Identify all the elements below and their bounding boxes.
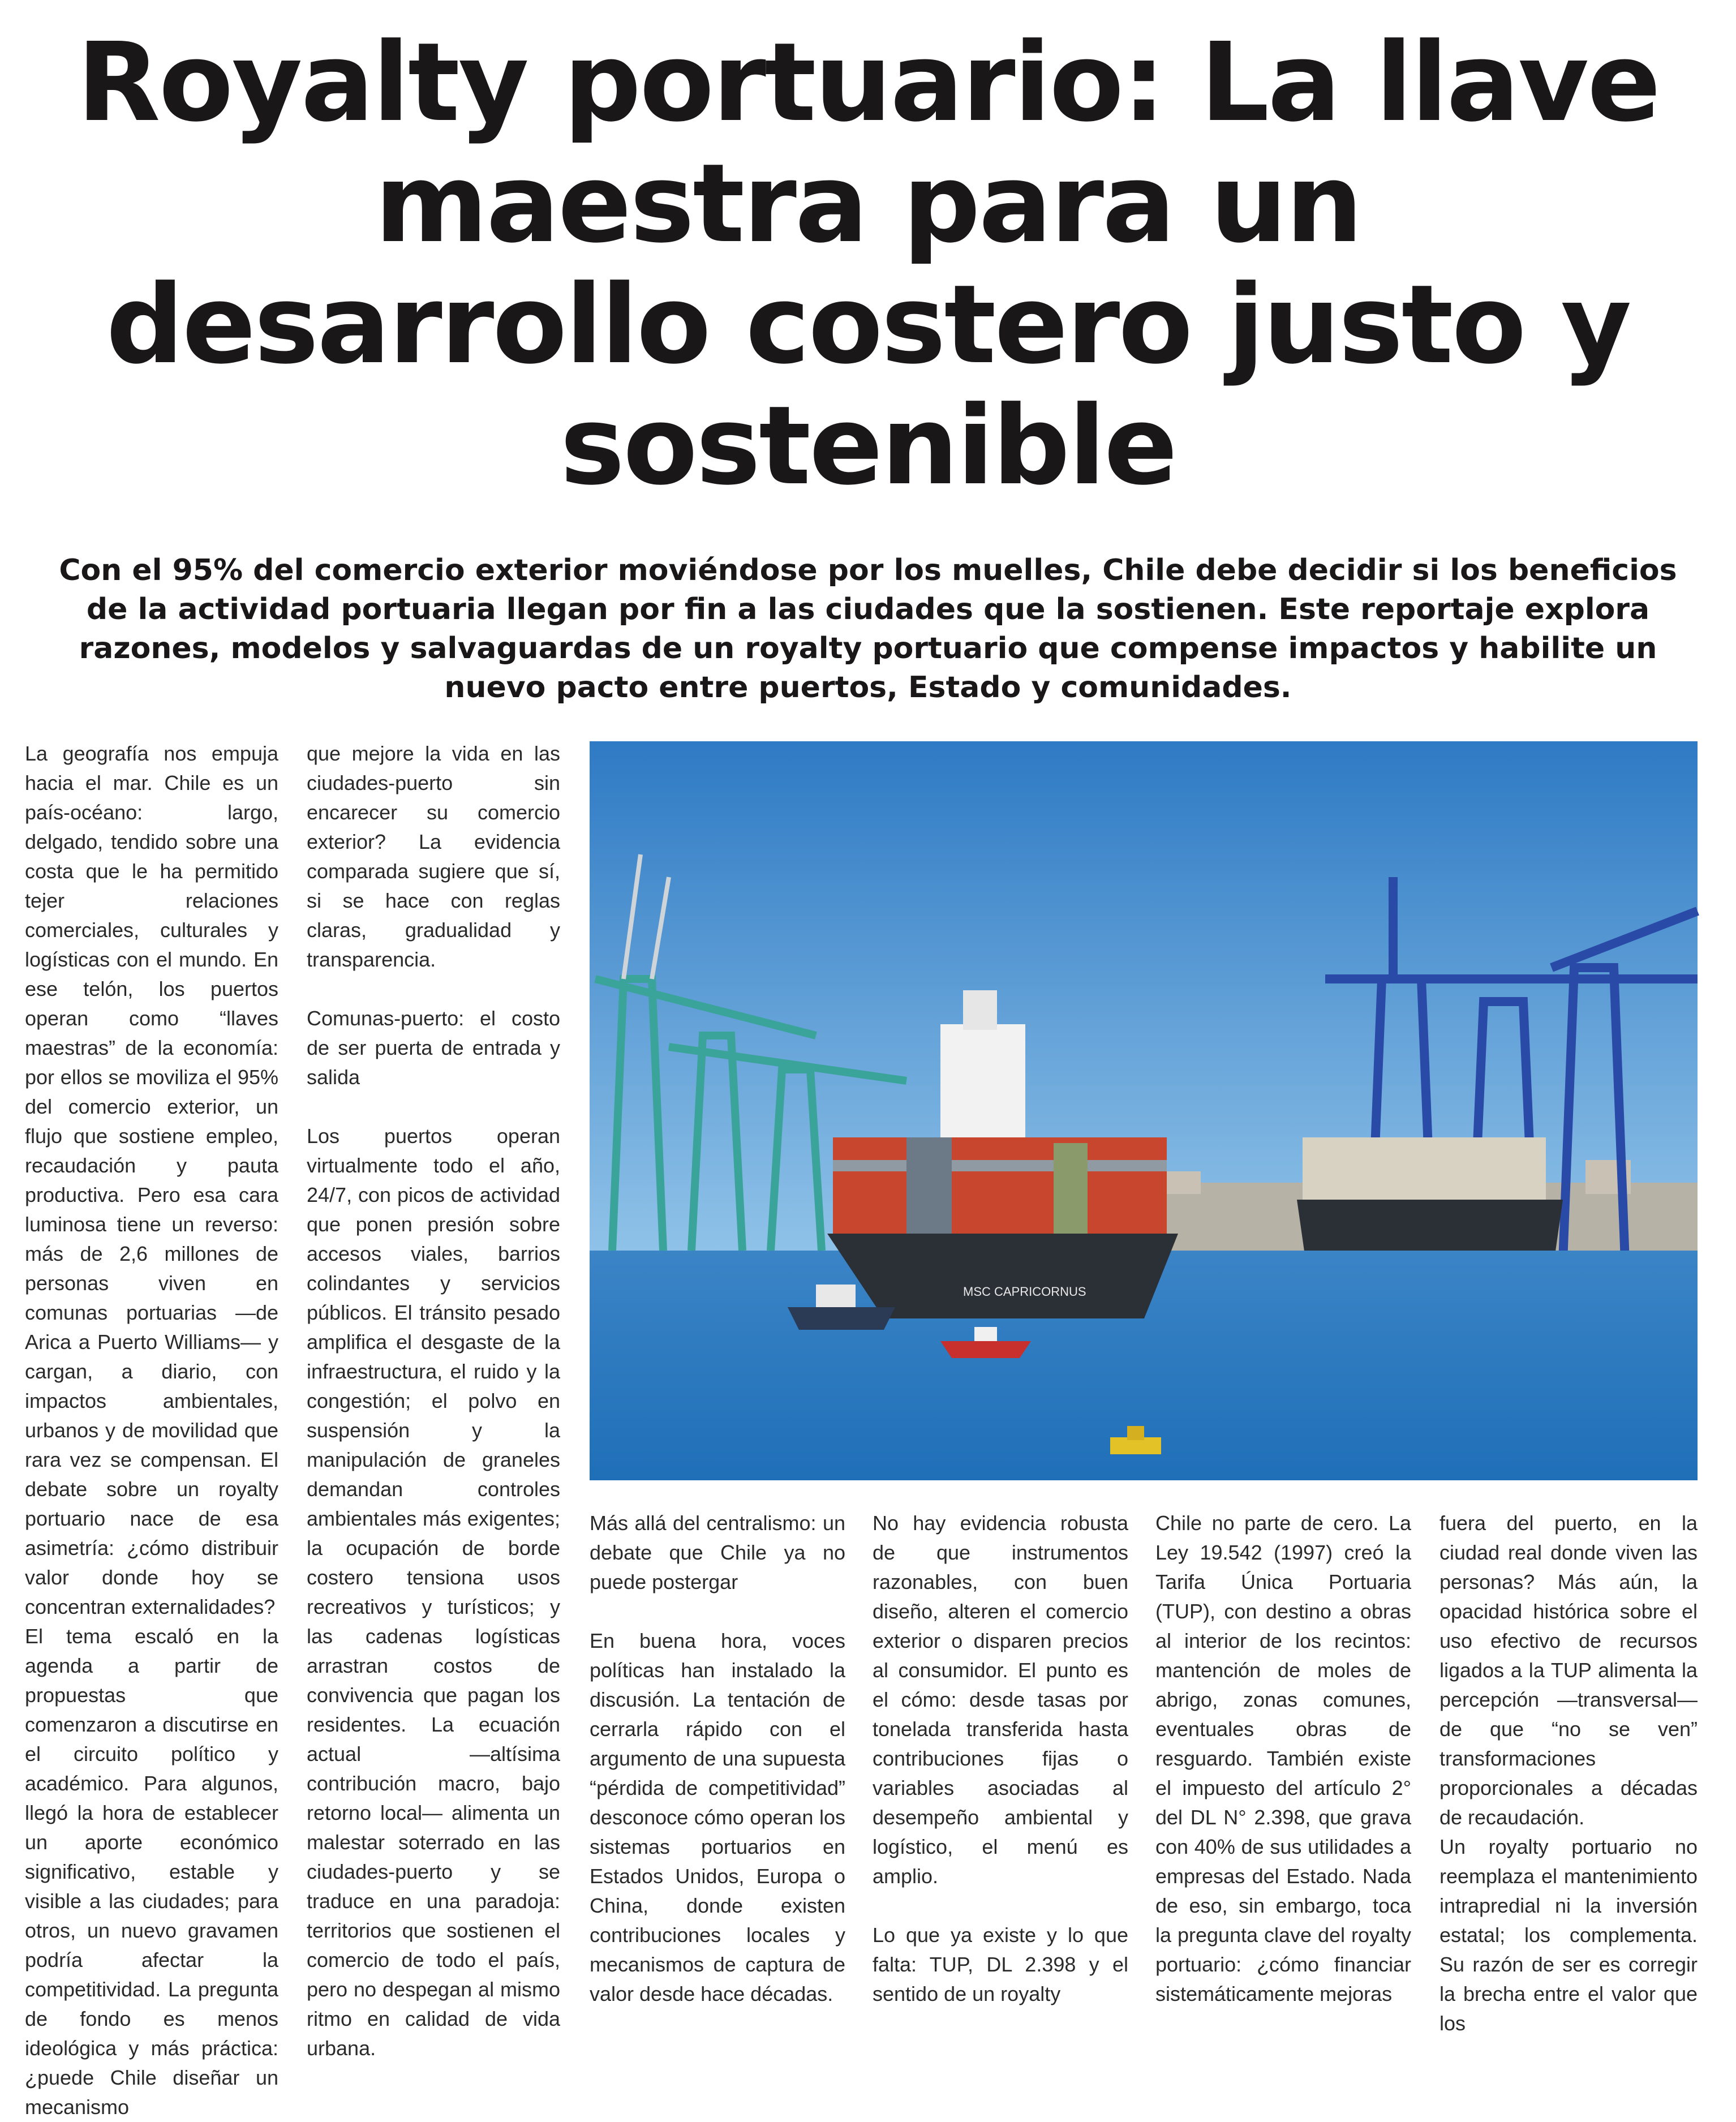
article-column-5 (1155, 1509, 1411, 2035)
paragraph: Chile no parte de cero. La Ley 19.542 (1997) creó la Tarifa Única Portuaria (TUP), con destino a obras al interior de los recintos: mantención de moles de abrigo, zonas comunes, eventuales obras de resguardo. También existe el impuesto del artículo 2° del DL N° 2.398, que grava con 40% de sus utilidades a empresas del Estado. Nada de eso, sin embargo, toca la pregunta clave del royalty portuario: ¿cómo financiar sistemáticamente mejoras (1155, 1511, 1411, 2005)
paragraph: que mejore la vida en las ciudades-puerto sin encarecer su comercio exterior? La evidencia comparada sugiere que sí, si se hace con reglas claras, gradualidad y transparencia. (307, 742, 560, 971)
paragraph: La geografía nos empuja hacia el mar. Chile es un país-océano: largo, delgado, tendido sobre una costa que le ha permitido tejer relaciones comerciales, culturales y logísticas con el mundo. En ese telón, los puertos operan como “llaves maestras” de la economía: por ellos se moviliza el 95% del comercio exterior, un flujo que sostiene empleo, recaudación y pauta productiva. Pero esa cara luminosa tiene un reverso: más de 2,6 millones de personas viven en comunas portuarias —de Arica a Puerto Williams— y cargan, a diario, con impactos ambientales, urbanos y de movilidad que rara vez se compensan. El debate sobre un royalty portuario nace de esa asimetría: ¿cómo distribuir valor donde hoy se concentran externalidades? (25, 742, 278, 1618)
main-ship-hull (827, 1234, 1178, 1318)
paragraph: Los puertos operan virtualmente todo el año, 24/7, con picos de actividad que ponen presión sobre accesos viales, barrios colindantes y servicios públicos. El tránsito pesado amplifica el desgaste de la infraestructura, el ruido y la congestión; el polvo en suspensión y la manipulación de graneles demandan controles ambientales más exigentes; la ocupación de borde costero tensiona usos recreativos y turísticos; y las cadenas logísticas arrastran costos de convivencia que pagan los residentes. La ecuación actual —altísima contribución macro, bajo retorno local— alimenta un malestar soterrado en las ciudades-puerto y se traduce en una paradoja: territorios que sostienen el comercio de todo el país, pero no despegan al mismo ritmo en calidad de vida urbana. (307, 1124, 560, 2060)
article-column-2 (307, 739, 560, 2060)
subheading: Más allá del centralismo: un debate que Chile ya no puede postergar (590, 1511, 845, 1593)
main-ship-containers (833, 1137, 1167, 1234)
article-column-6 (1439, 1509, 1698, 2035)
article-column-4 (873, 1509, 1128, 2035)
subheading: Lo que ya existe y lo que falta: TUP, DL 2.398 y el sentido de un royalty (873, 1923, 1128, 2005)
tugboat (788, 1307, 895, 1330)
red-boat (940, 1341, 1031, 1358)
paragraph: En buena hora, voces políticas han instalado la discusión. La tentación de cerrarla rápido con el argumento de una supuesta “pérdida de competitividad” desconoce cómo operan los sistemas portuarios en Estados Unidos, Europa o China, donde existen contribuciones locales y mecanismos de captura de valor desde hace décadas. (590, 1629, 845, 2005)
paragraph: fuera del puerto, en la ciudad real donde viven las personas? Más aún, la opacidad histórica sobre el uso efectivo de recursos ligados a la TUP alimenta la percepción —transversal— de que “no se ven” transformaciones proporcionales a décadas de recaudación. (1439, 1511, 1698, 1829)
ship-name: MSC CAPRICORNUS (963, 1285, 1086, 1299)
subheading: Comunas-puerto: el costo de ser puerta de entrada y salida (307, 1007, 560, 1089)
paragraph: Un royalty portuario no reemplaza el mantenimiento intrapredial ni la inversión estatal; los complementa. Su razón de ser es corregir la brecha entre el valor que los (1439, 1835, 1698, 2035)
headline: Royalty portuario: La llave maestra para un desarrollo costero justo y sostenible (76, 20, 1660, 509)
main-ship-bridge (940, 1024, 1025, 1137)
paragraph: El tema escaló en la agenda a partir de propuestas que comenzaron a discutirse en el circuito político y académico. Para algunos, llegó la hora de establecer un aporte económico significativo, estable y visible a las ciudades; para otros, un nuevo gravamen podría afectar la competitividad. La pregunta de fondo es menos ideológica y más práctica: ¿puede Chile diseñar un mecanismo (25, 1625, 278, 2119)
article-column-1 (25, 739, 278, 2119)
right-ship-containers (1303, 1137, 1546, 1200)
port-photo (590, 741, 1698, 1480)
standfirst: Con el 95% del comercio exterior moviéndose por los muelles, Chile debe decidir si los beneficios de la actividad portuaria llegan por fin a las ciudades que la sostienen. Este reportaje explora razones, modelos y salvaguardas de un royalty portuario que compense impactos y habilite un nuevo pacto entre puertos, Estado y comunidades. (59, 553, 1677, 705)
article-column-3 (590, 1509, 845, 2035)
paragraph: No hay evidencia robusta de que instrumentos razonables, con buen diseño, alteren el comercio exterior o disparen precios al consumidor. El punto es el cómo: desde tasas por tonelada transferida hasta contribuciones fijas o variables asociadas al desempeño ambiental y logístico, el menú es amplio. (873, 1511, 1128, 1888)
port-illustration (590, 741, 1698, 1480)
